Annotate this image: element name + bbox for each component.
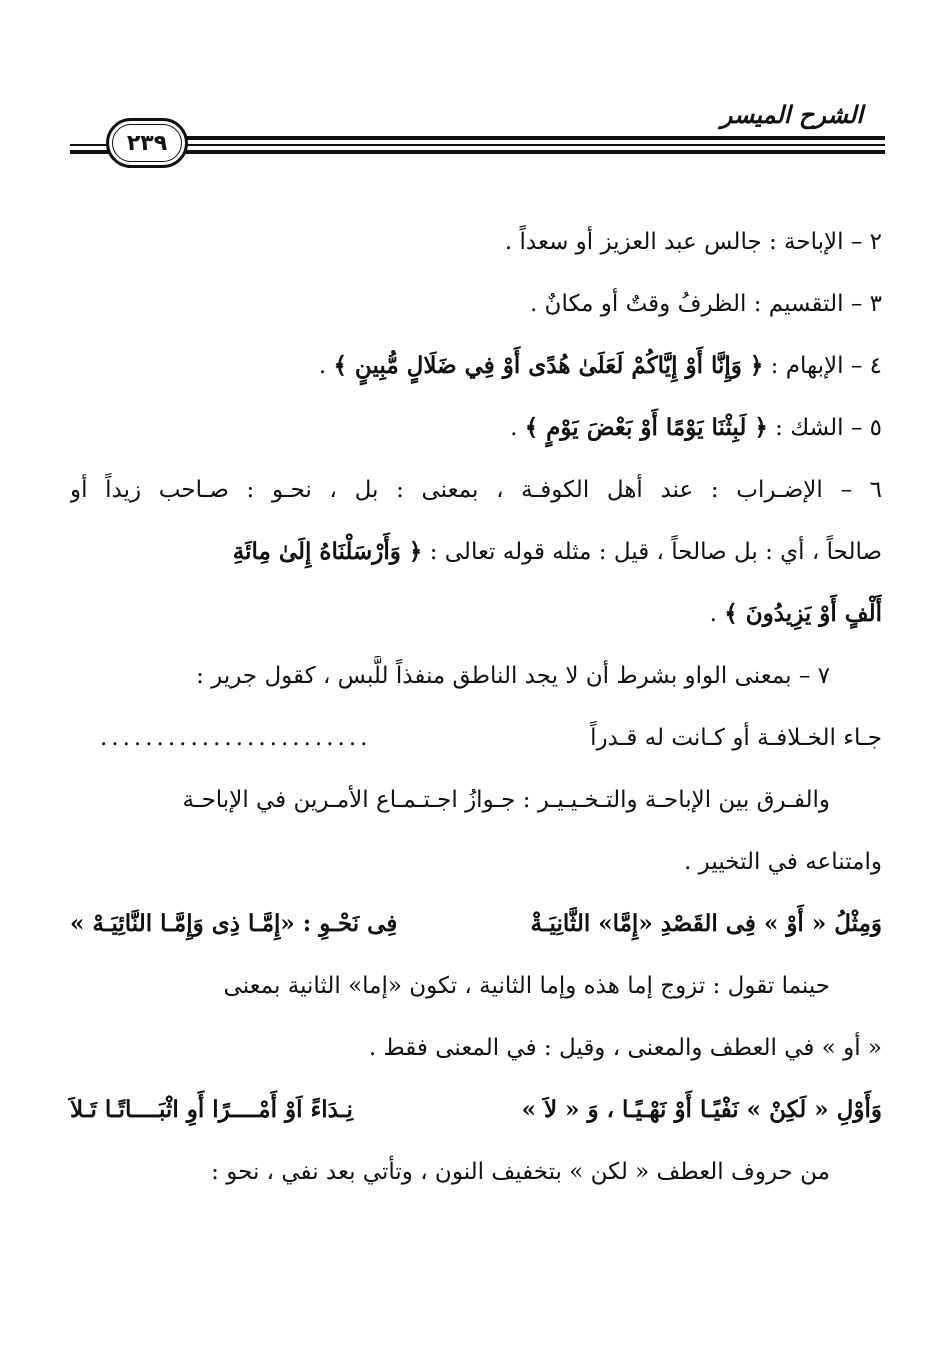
text-line [70,1028,882,1068]
text-line [70,346,882,386]
text-line [70,222,882,262]
text-line [70,656,882,696]
page-number-text: ٢٣٩ [126,130,168,156]
header-rule [70,150,110,154]
text-line [70,966,882,1006]
verse-hemistich: وَمِثْلُ « أَوْ » فِى القَصْدِ «إِمَّا» الثَّانِيَـةْ [530,910,882,937]
text-line [70,842,882,882]
book-title: الشرح الميسر [720,101,863,129]
line-text: صالحاً ، أي : بل صالحاً ، قيل : مثله قوله تعالى : [422,539,882,565]
text-line [70,408,882,448]
header-rule [70,144,110,146]
verse-hemistich: فِى نَحْـوِ : «إِمَّـا ذِى وَإِمَّـا النَّائِيَـهْ » [70,910,398,937]
page-number [106,118,188,168]
poem-hemistich: جـاء الخـلافـة أو كـانت له قـدراً [590,725,882,751]
page-header [70,96,885,166]
line-text: . [318,353,334,379]
text-line [70,780,882,820]
line-text: ٣ – التقسيم : الظرفُ وقتٌ أو مكانٌ . [529,291,882,317]
verse-hemistich: نِـدَاءً اَوْ أَمْــــرًا أَوِ اثْبَــــاتًـا تَـلاَ [70,1096,353,1123]
quran-verse: أَلْفٍ أَوْ يَزِيدُونَ ﴾ [724,600,882,627]
header-rule [185,150,885,154]
line-text: حينما تقول : تزوج إما هذه وإما الثانية ، تكون «إما» الثانية بمعنى [223,973,830,999]
line-text: ٧ – بمعنى الواو بشرط أن لا يجد الناطق منفذاً للَّبس ، كقول جرير : [196,663,830,689]
line-text: ٥ – الشك : [767,415,882,441]
line-text: . [510,415,525,441]
header-rule [185,144,885,146]
header-rule [185,136,885,140]
quran-verse: ﴿ لَبِثْنَا يَوْمًا أَوْ بَعْضَ يَوْمٍ ﴾ [524,414,768,441]
poem-ellipsis: ........................ [100,725,372,751]
line-text: ٤ – الإبهام : [763,353,882,379]
line-text: من حروف العطف « لكن » بتخفيف النون ، وتأتي بعد نفي ، نحو : [211,1159,830,1185]
line-text: وامتناعه في التخيير . [684,849,882,875]
quran-verse: ﴿ وَأَرْسَلْنَاهُ إِلَىٰ مِائَةِ [232,538,423,565]
verse-hemistich: وَأَوْلِ « لَكِنْ » نَفْيًـا أَوْ نَهْـيًـا ، وَ « لاَ » [521,1096,882,1123]
poem-line [70,718,882,758]
text-line [70,470,882,510]
line-text: . [709,601,725,627]
line-text: « أو » في العطف والمعنى ، وقيل : في المعنى فقط . [368,1035,882,1061]
text-line [70,532,882,572]
line-text: والفـرق بين الإباحـة والتـخـيـيـر : جـوازُ اجـتـمـاع الأمـرين في الإباحـة [182,787,830,813]
text-line [70,594,882,634]
header-rule [845,136,885,140]
text-line [70,1152,882,1192]
page-body [70,222,882,1192]
quran-verse: ﴿ وَإِنَّا أَوْ إِيَّاكُمْ لَعَلَىٰ هُدًى أَوْ فِي ضَلَالٍ مُّبِينٍ ﴾ [333,352,764,379]
line-text: ٦ – الإضـراب : عند أهل الكوفـة ، بمعنى : بل ، نحـو : صـاحب زيداً أو [70,477,882,503]
line-text: ٢ – الإباحة : جالس عبد العزيز أو سعداً . [504,229,882,255]
verse-line [70,904,882,944]
verse-line [70,1090,882,1130]
text-line [70,284,882,324]
